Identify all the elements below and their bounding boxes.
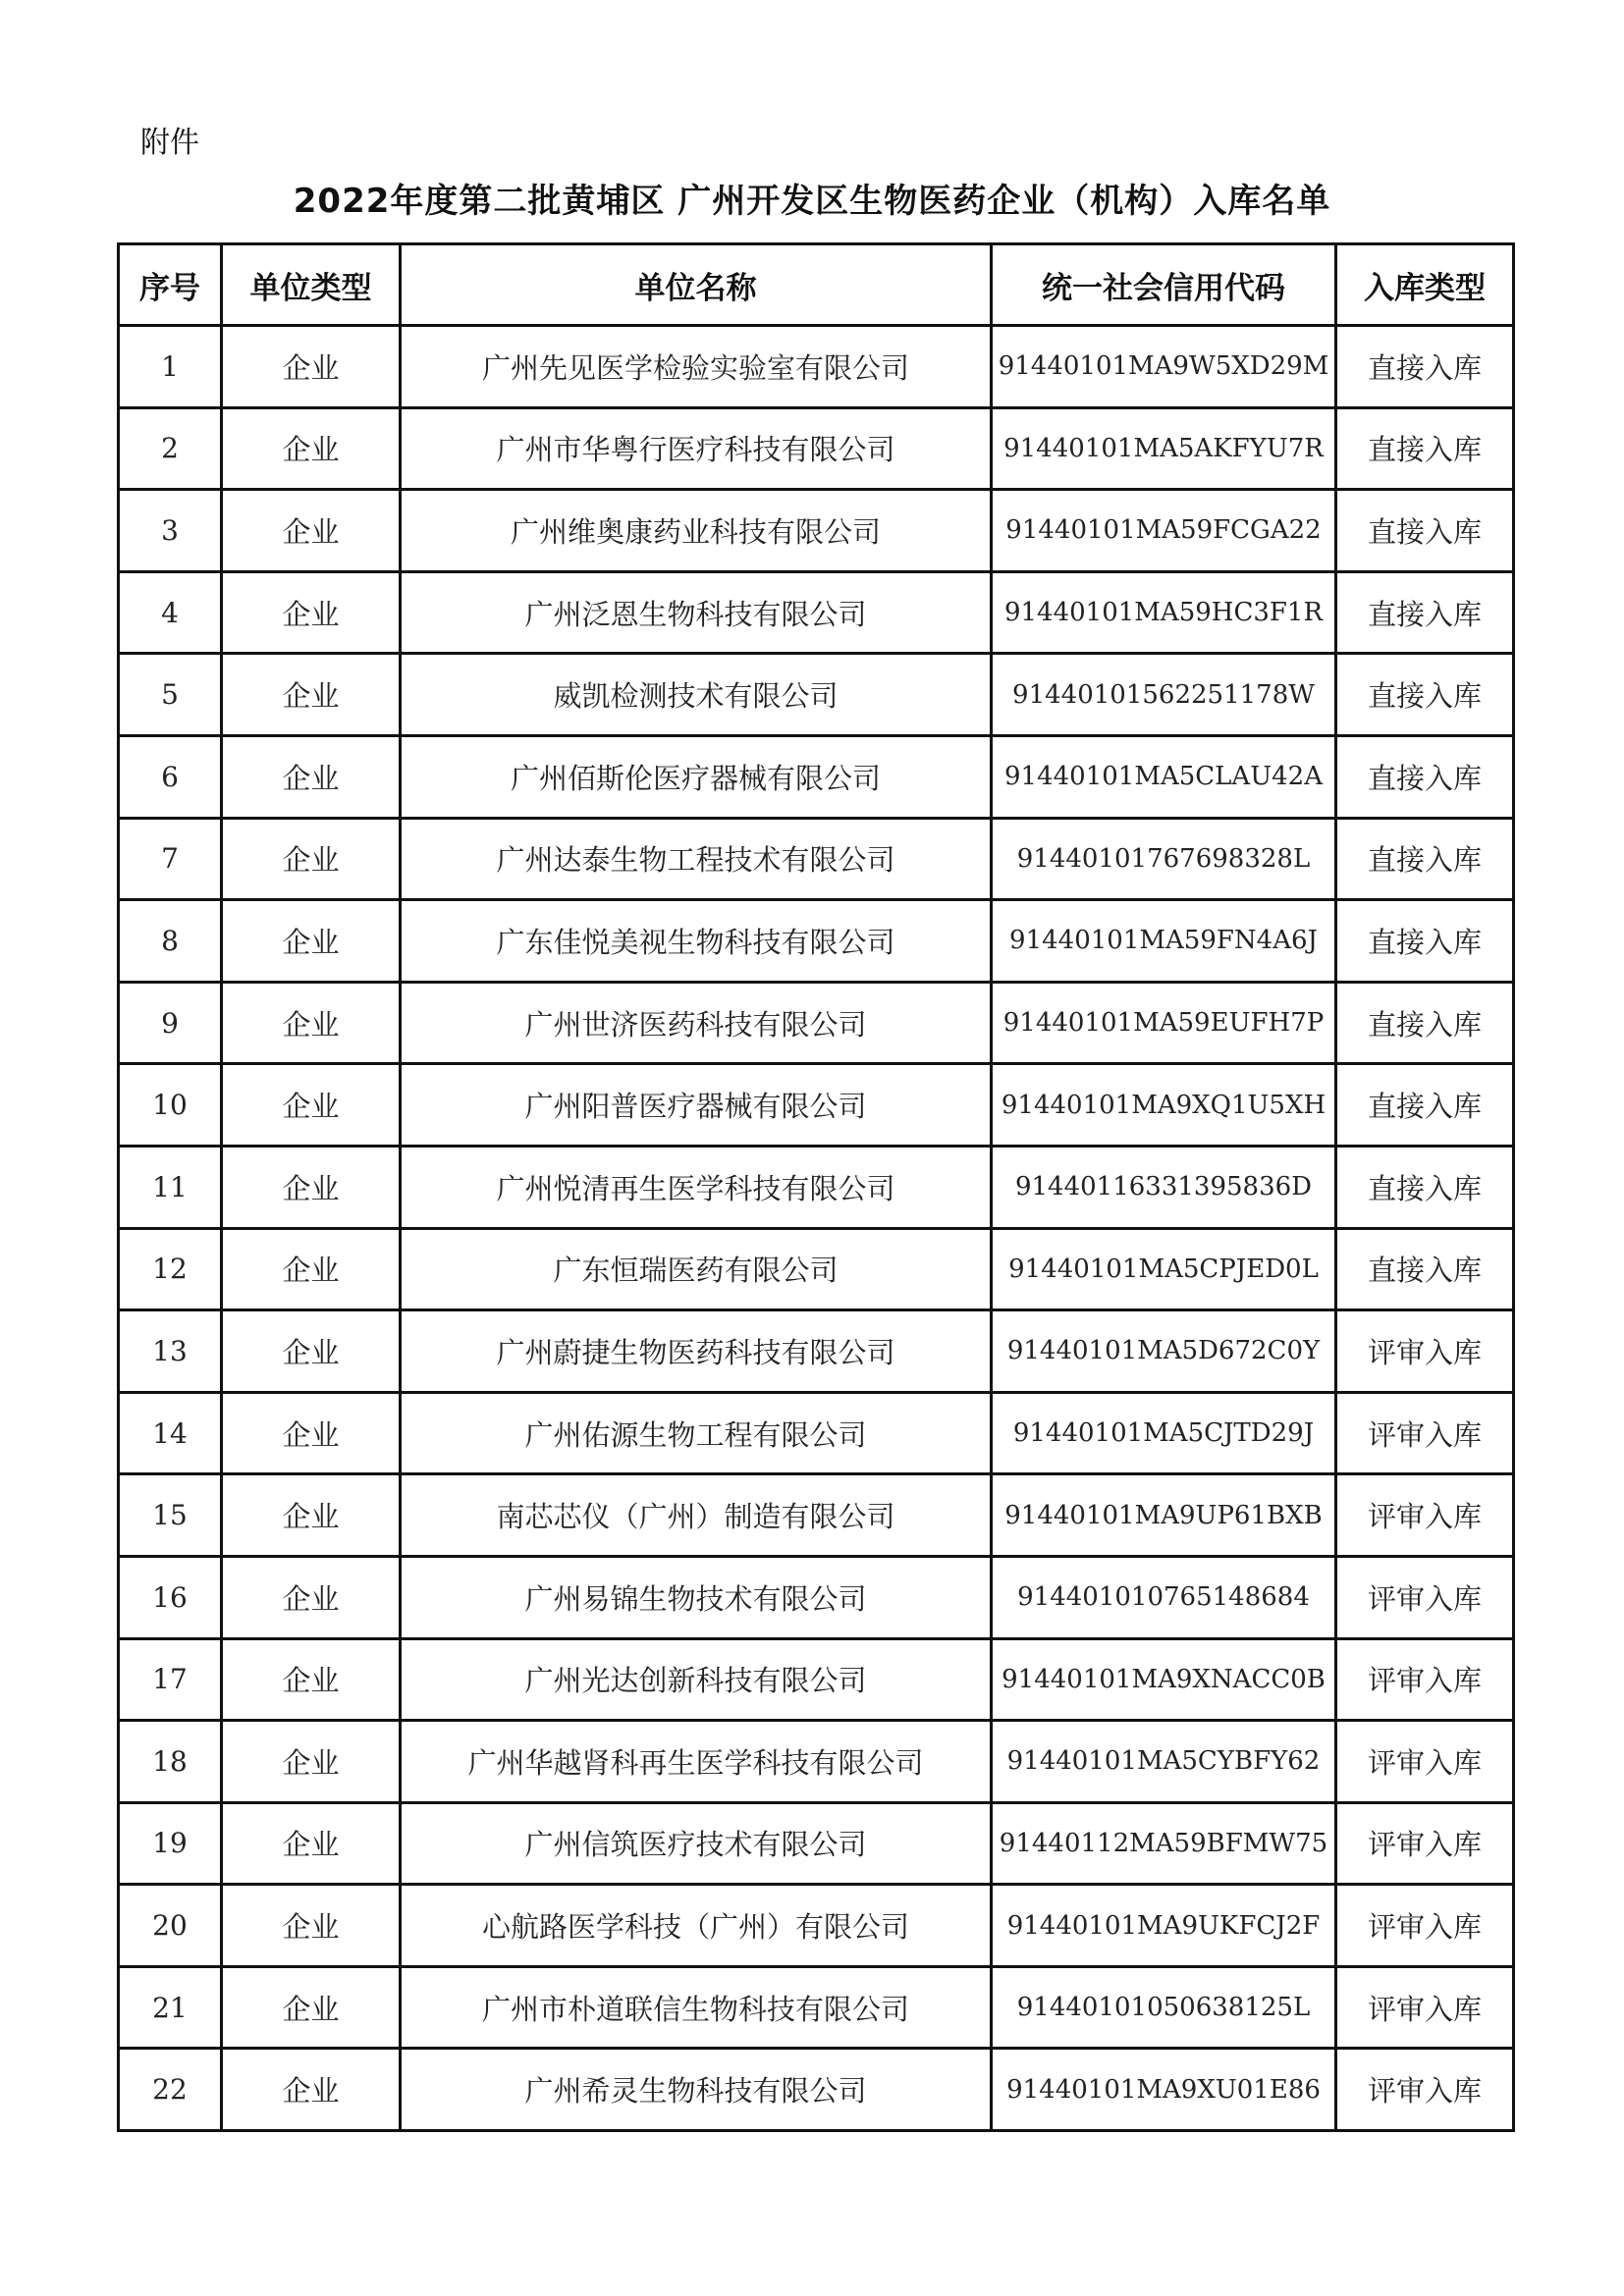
cell-entry-type: 评审入库 bbox=[1336, 1885, 1514, 1967]
cell-credit-code: 914401010765148684 bbox=[992, 1556, 1336, 1638]
cell-credit-code: 91440101MA5CJTD29J bbox=[992, 1392, 1336, 1474]
cell-credit-code: 91440101MA59HC3F1R bbox=[992, 571, 1336, 654]
cell-unit-type: 企业 bbox=[222, 490, 401, 572]
cell-unit-type: 企业 bbox=[222, 2049, 401, 2131]
cell-serial: 4 bbox=[119, 571, 222, 654]
cell-entry-type: 直接入库 bbox=[1336, 900, 1514, 983]
table-row bbox=[119, 982, 1514, 1064]
cell-serial: 16 bbox=[119, 1556, 222, 1638]
cell-unit-name: 广东佳悦美视生物科技有限公司 bbox=[401, 900, 992, 983]
cell-entry-type: 直接入库 bbox=[1336, 407, 1514, 490]
cell-unit-type: 企业 bbox=[222, 1885, 401, 1967]
cell-entry-type: 评审入库 bbox=[1336, 1392, 1514, 1474]
table-row bbox=[119, 1146, 1514, 1228]
column-header-serial: 序号 bbox=[119, 244, 222, 326]
cell-unit-type: 企业 bbox=[222, 1474, 401, 1557]
column-header-entry-type: 入库类型 bbox=[1336, 244, 1514, 326]
table-row bbox=[119, 490, 1514, 572]
cell-serial: 22 bbox=[119, 2049, 222, 2131]
attachment-label: 附件 bbox=[140, 126, 199, 160]
column-header-unit-name: 单位名称 bbox=[401, 244, 992, 326]
cell-credit-code: 91440101MA5AKFYU7R bbox=[992, 407, 1336, 490]
cell-serial: 11 bbox=[119, 1146, 222, 1228]
cell-credit-code: 91440112MA59BFMW75 bbox=[992, 1802, 1336, 1885]
cell-unit-name: 广州希灵生物科技有限公司 bbox=[401, 2049, 992, 2131]
cell-unit-type: 企业 bbox=[222, 900, 401, 983]
cell-credit-code: 91440101MA9UP61BXB bbox=[992, 1474, 1336, 1557]
cell-serial: 9 bbox=[119, 982, 222, 1064]
cell-entry-type: 直接入库 bbox=[1336, 490, 1514, 572]
cell-unit-type: 企业 bbox=[222, 982, 401, 1064]
cell-unit-name: 广州市华粤行医疗科技有限公司 bbox=[401, 407, 992, 490]
cell-unit-name: 广州泛恩生物科技有限公司 bbox=[401, 571, 992, 654]
cell-unit-type: 企业 bbox=[222, 735, 401, 818]
cell-serial: 15 bbox=[119, 1474, 222, 1557]
cell-unit-type: 企业 bbox=[222, 1064, 401, 1147]
table-row bbox=[119, 1474, 1514, 1557]
cell-credit-code: 91440101MA9XNACC0B bbox=[992, 1638, 1336, 1721]
cell-unit-name: 心航路医学科技（广州）有限公司 bbox=[401, 1885, 992, 1967]
cell-entry-type: 评审入库 bbox=[1336, 1310, 1514, 1393]
table-row bbox=[119, 1392, 1514, 1474]
cell-entry-type: 评审入库 bbox=[1336, 1474, 1514, 1557]
table-row bbox=[119, 1638, 1514, 1721]
cell-entry-type: 直接入库 bbox=[1336, 1064, 1514, 1147]
cell-entry-type: 直接入库 bbox=[1336, 326, 1514, 408]
cell-credit-code: 91440101050638125L bbox=[992, 1966, 1336, 2049]
cell-unit-name: 广州维奥康药业科技有限公司 bbox=[401, 490, 992, 572]
document-title: 2022年度第二批黄埔区 广州开发区生物医药企业（机构）入库名单 bbox=[293, 182, 1331, 221]
cell-serial: 6 bbox=[119, 735, 222, 818]
table-row bbox=[119, 654, 1514, 736]
cell-unit-name: 广州蔚捷生物医药科技有限公司 bbox=[401, 1310, 992, 1393]
cell-serial: 13 bbox=[119, 1310, 222, 1393]
cell-credit-code: 91440101MA9XU01E86 bbox=[992, 2049, 1336, 2131]
cell-unit-type: 企业 bbox=[222, 818, 401, 900]
column-header-unit-type: 单位类型 bbox=[222, 244, 401, 326]
cell-credit-code: 91440101MA5CPJED0L bbox=[992, 1228, 1336, 1310]
cell-entry-type: 直接入库 bbox=[1336, 818, 1514, 900]
cell-unit-type: 企业 bbox=[222, 326, 401, 408]
cell-credit-code: 91440101MA5CYBFY62 bbox=[992, 1721, 1336, 1803]
cell-unit-name: 广州悦清再生医学科技有限公司 bbox=[401, 1146, 992, 1228]
table-row bbox=[119, 407, 1514, 490]
column-header-credit-code: 统一社会信用代码 bbox=[992, 244, 1336, 326]
cell-credit-code: 91440101MA59FN4A6J bbox=[992, 900, 1336, 983]
cell-unit-name: 广州阳普医疗器械有限公司 bbox=[401, 1064, 992, 1147]
table-row bbox=[119, 900, 1514, 983]
cell-credit-code: 91440101MA9XQ1U5XH bbox=[992, 1064, 1336, 1147]
cell-unit-name: 广州世济医药科技有限公司 bbox=[401, 982, 992, 1064]
cell-serial: 21 bbox=[119, 1966, 222, 2049]
table-row bbox=[119, 326, 1514, 408]
cell-unit-type: 企业 bbox=[222, 1392, 401, 1474]
table-body bbox=[119, 326, 1514, 2131]
cell-unit-type: 企业 bbox=[222, 1310, 401, 1393]
cell-serial: 7 bbox=[119, 818, 222, 900]
cell-unit-name: 广州佰斯伦医疗器械有限公司 bbox=[401, 735, 992, 818]
cell-entry-type: 评审入库 bbox=[1336, 1966, 1514, 2049]
cell-unit-type: 企业 bbox=[222, 654, 401, 736]
cell-unit-type: 企业 bbox=[222, 1146, 401, 1228]
cell-unit-type: 企业 bbox=[222, 1721, 401, 1803]
cell-serial: 5 bbox=[119, 654, 222, 736]
cell-credit-code: 91440101MA5D672C0Y bbox=[992, 1310, 1336, 1393]
cell-serial: 17 bbox=[119, 1638, 222, 1721]
cell-entry-type: 直接入库 bbox=[1336, 1228, 1514, 1310]
cell-serial: 2 bbox=[119, 407, 222, 490]
cell-unit-type: 企业 bbox=[222, 1556, 401, 1638]
table-row bbox=[119, 1966, 1514, 2049]
cell-unit-name: 广州信筑医疗技术有限公司 bbox=[401, 1802, 992, 1885]
table-row bbox=[119, 1721, 1514, 1803]
cell-unit-name: 广州市朴道联信生物科技有限公司 bbox=[401, 1966, 992, 2049]
cell-unit-name: 广州光达创新科技有限公司 bbox=[401, 1638, 992, 1721]
cell-unit-name: 广州华越肾科再生医学科技有限公司 bbox=[401, 1721, 992, 1803]
cell-entry-type: 评审入库 bbox=[1336, 2049, 1514, 2131]
cell-unit-type: 企业 bbox=[222, 407, 401, 490]
table-row bbox=[119, 1802, 1514, 1885]
table-row bbox=[119, 1064, 1514, 1147]
table-row bbox=[119, 1228, 1514, 1310]
table-row bbox=[119, 2049, 1514, 2131]
cell-entry-type: 直接入库 bbox=[1336, 982, 1514, 1064]
table-row bbox=[119, 571, 1514, 654]
cell-unit-name: 广州佑源生物工程有限公司 bbox=[401, 1392, 992, 1474]
cell-unit-name: 广州易锦生物技术有限公司 bbox=[401, 1556, 992, 1638]
cell-serial: 8 bbox=[119, 900, 222, 983]
cell-entry-type: 直接入库 bbox=[1336, 654, 1514, 736]
cell-credit-code: 91440101767698328L bbox=[992, 818, 1336, 900]
cell-entry-type: 直接入库 bbox=[1336, 735, 1514, 818]
cell-unit-name: 广东恒瑞医药有限公司 bbox=[401, 1228, 992, 1310]
table-row bbox=[119, 1885, 1514, 1967]
cell-credit-code: 91440101MA59FCGA22 bbox=[992, 490, 1336, 572]
table-row bbox=[119, 1556, 1514, 1638]
cell-unit-type: 企业 bbox=[222, 1638, 401, 1721]
cell-unit-type: 企业 bbox=[222, 1802, 401, 1885]
cell-unit-type: 企业 bbox=[222, 1966, 401, 2049]
cell-credit-code: 91440116331395836D bbox=[992, 1146, 1336, 1228]
cell-unit-type: 企业 bbox=[222, 1228, 401, 1310]
cell-serial: 1 bbox=[119, 326, 222, 408]
cell-credit-code: 91440101MA59EUFH7P bbox=[992, 982, 1336, 1064]
cell-serial: 18 bbox=[119, 1721, 222, 1803]
cell-credit-code: 91440101562251178W bbox=[992, 654, 1336, 736]
table-row bbox=[119, 735, 1514, 818]
cell-entry-type: 直接入库 bbox=[1336, 1146, 1514, 1228]
cell-unit-name: 广州先见医学检验实验室有限公司 bbox=[401, 326, 992, 408]
table-row bbox=[119, 1310, 1514, 1393]
cell-serial: 20 bbox=[119, 1885, 222, 1967]
table-row bbox=[119, 818, 1514, 900]
cell-entry-type: 评审入库 bbox=[1336, 1721, 1514, 1803]
cell-entry-type: 评审入库 bbox=[1336, 1802, 1514, 1885]
enterprise-roster-table bbox=[117, 242, 1515, 2132]
cell-unit-name: 广州达泰生物工程技术有限公司 bbox=[401, 818, 992, 900]
cell-serial: 3 bbox=[119, 490, 222, 572]
cell-serial: 19 bbox=[119, 1802, 222, 1885]
cell-credit-code: 91440101MA9W5XD29M bbox=[992, 326, 1336, 408]
cell-credit-code: 91440101MA9UKFCJ2F bbox=[992, 1885, 1336, 1967]
cell-serial: 10 bbox=[119, 1064, 222, 1147]
cell-unit-name: 威凯检测技术有限公司 bbox=[401, 654, 992, 736]
cell-unit-name: 南芯芯仪（广州）制造有限公司 bbox=[401, 1474, 992, 1557]
cell-entry-type: 评审入库 bbox=[1336, 1556, 1514, 1638]
cell-credit-code: 91440101MA5CLAU42A bbox=[992, 735, 1336, 818]
cell-unit-type: 企业 bbox=[222, 571, 401, 654]
cell-serial: 14 bbox=[119, 1392, 222, 1474]
cell-entry-type: 评审入库 bbox=[1336, 1638, 1514, 1721]
cell-entry-type: 直接入库 bbox=[1336, 571, 1514, 654]
table-header-row bbox=[119, 244, 1514, 326]
cell-serial: 12 bbox=[119, 1228, 222, 1310]
